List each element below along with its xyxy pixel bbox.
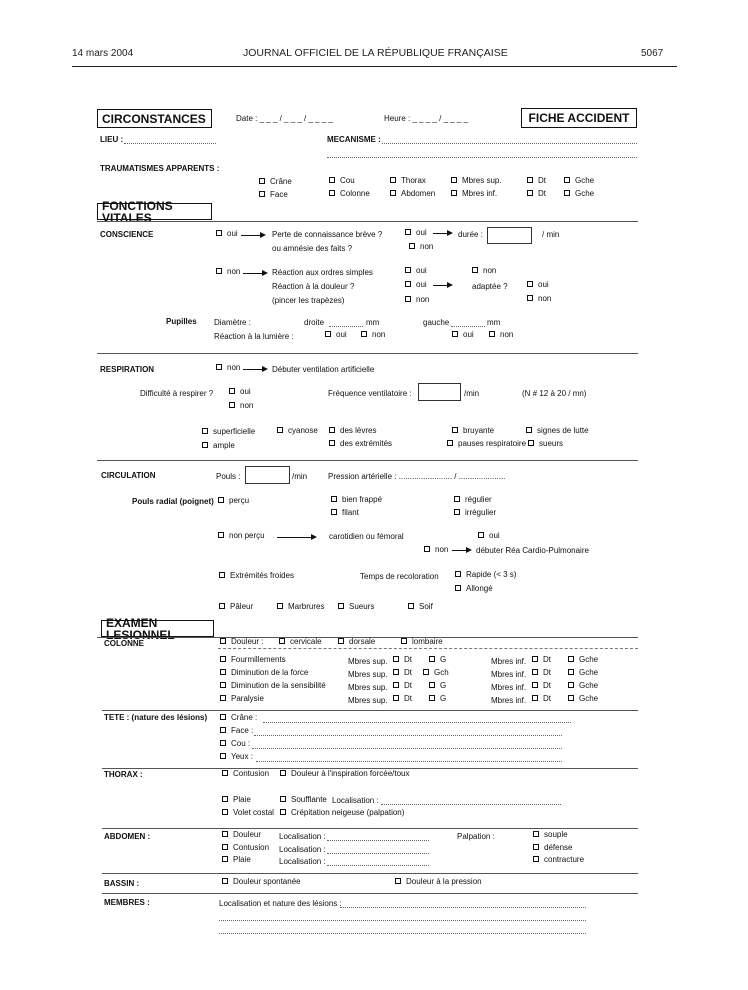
fourmillements[interactable]: Fourmillements bbox=[220, 656, 286, 664]
trauma-mbres-sup[interactable]: Mbres sup. bbox=[451, 177, 502, 185]
respiration-label: RESPIRATION bbox=[100, 365, 155, 374]
tete-cou[interactable]: Cou : bbox=[220, 740, 250, 748]
arrow-icon bbox=[243, 273, 263, 274]
arrow-icon bbox=[243, 369, 263, 370]
frequence-label: Fréquence ventilatoire : bbox=[328, 389, 412, 398]
resp-signes-lutte[interactable]: signes de lutte bbox=[526, 427, 589, 435]
sup-g-1[interactable]: G bbox=[429, 656, 446, 664]
resp-pauses[interactable]: pauses respiratoire bbox=[447, 440, 526, 448]
palpation-label: Palpation : bbox=[457, 832, 495, 841]
douleur-oui[interactable]: oui bbox=[405, 281, 427, 289]
thorax-douleur-inspiration[interactable]: Douleur à l'inspiration forcée/toux bbox=[280, 770, 409, 778]
colonne-label: COLONNE bbox=[104, 639, 144, 648]
radial-bien-frappe[interactable]: bien frappé bbox=[331, 496, 382, 504]
tete-crane-input[interactable] bbox=[263, 715, 571, 723]
conscience-label: CONSCIENCE bbox=[100, 230, 154, 239]
trauma-label: TRAUMATISMES APPARENTS : bbox=[100, 164, 220, 173]
inf-gche-4[interactable]: Gche bbox=[568, 695, 598, 703]
section-fiche-accident: FICHE ACCIDENT bbox=[521, 108, 637, 128]
divider-respiration bbox=[97, 353, 638, 354]
thorax-crepitation[interactable]: Crépitation neigeuse (palpation) bbox=[280, 809, 404, 817]
sup-dt-1[interactable]: Dt bbox=[393, 656, 412, 664]
divider-tete bbox=[102, 710, 638, 711]
trauma-abdomen[interactable]: Abdomen bbox=[390, 190, 435, 198]
membres-input-2[interactable] bbox=[219, 913, 586, 921]
lumiere-gauche-oui[interactable]: oui bbox=[452, 331, 474, 339]
thorax-localisation-input[interactable] bbox=[381, 797, 561, 805]
difficulte-label: Difficulté à respirer ? bbox=[140, 389, 214, 398]
difficulte-oui[interactable]: oui bbox=[229, 388, 251, 396]
arrow-icon bbox=[277, 537, 312, 538]
inf-gche-2[interactable]: Gche bbox=[568, 669, 598, 677]
frequence-unit: /min bbox=[464, 389, 480, 398]
inf-dt-3[interactable]: Dt bbox=[532, 682, 551, 690]
circ-paleur[interactable]: Pâleur bbox=[219, 603, 253, 611]
difficulte-non[interactable]: non bbox=[229, 402, 253, 410]
mecanisme-label: MECANISME : bbox=[327, 135, 381, 144]
carotidien-oui[interactable]: oui bbox=[478, 532, 500, 540]
membres-input-1[interactable] bbox=[340, 900, 586, 908]
sup-dt-4[interactable]: Dt bbox=[393, 695, 412, 703]
pression-field[interactable]: Pression artérielle : ........................ / ..................... bbox=[328, 472, 506, 481]
abdomen-plaie[interactable]: Plaie bbox=[222, 856, 251, 864]
divider-abdomen bbox=[102, 828, 638, 829]
perte-oui[interactable]: oui bbox=[405, 229, 427, 237]
journal-title: JOURNAL OFFICIEL DE LA RÉPUBLIQUE FRANÇAISE bbox=[243, 47, 508, 59]
reaction-douleur: Réaction à la douleur ? bbox=[272, 282, 355, 291]
bassin-douleur-spontanee[interactable]: Douleur spontanée bbox=[222, 878, 301, 886]
section-circonstances: CIRCONSTANCES bbox=[97, 109, 212, 128]
inf-label-3: Mbres inf. bbox=[491, 683, 527, 692]
arrow-icon bbox=[452, 550, 467, 551]
tete-face-input[interactable] bbox=[254, 728, 562, 736]
trauma-inf-gche[interactable]: Gche bbox=[564, 190, 594, 198]
reaction-simples: Réaction aux ordres simples bbox=[272, 268, 373, 277]
conscience-non[interactable]: non bbox=[216, 268, 240, 276]
palpation-defense[interactable]: défense bbox=[533, 844, 572, 852]
arrow-icon bbox=[241, 235, 261, 236]
pouls-unit: /min bbox=[292, 472, 308, 481]
inf-gche-3[interactable]: Gche bbox=[568, 682, 598, 690]
paralysie[interactable]: Paralysie bbox=[220, 695, 264, 703]
resp-ample[interactable]: ample bbox=[202, 442, 235, 450]
thorax-volet[interactable]: Volet costal bbox=[222, 809, 274, 817]
diametre-label: Diamètre : bbox=[214, 318, 251, 327]
colonne-dorsale[interactable]: dorsale bbox=[338, 638, 375, 646]
header-date: 14 mars 2004 bbox=[72, 48, 134, 59]
section-examen-lesionnel: EXAMEN LESIONNEL bbox=[101, 620, 214, 637]
diminution-force[interactable]: Diminution de la force bbox=[220, 669, 308, 677]
gauche-unit: mm bbox=[487, 318, 501, 327]
membres-loc-label: Localisation et nature des lésions : bbox=[219, 899, 342, 908]
radial-regulier[interactable]: régulier bbox=[454, 496, 492, 504]
abdomen-loc-3: Localisation : bbox=[279, 857, 326, 866]
colonne-lombaire[interactable]: lombaire bbox=[401, 638, 443, 646]
lieu-label: LIEU : bbox=[100, 135, 124, 144]
tete-crane[interactable]: Crâne : bbox=[220, 714, 257, 722]
perte-label: Perte de connaissance brève ? bbox=[272, 230, 383, 239]
sup-label-3: Mbres sup. bbox=[348, 683, 388, 692]
thorax-label: THORAX : bbox=[104, 770, 143, 779]
bassin-label: BASSIN : bbox=[104, 879, 140, 888]
membres-input-3[interactable] bbox=[219, 926, 586, 934]
extremites-froides[interactable]: Extrémités froides bbox=[219, 572, 294, 580]
resp-bruyante[interactable]: bruyante bbox=[452, 427, 494, 435]
divider-bassin bbox=[102, 873, 638, 874]
diminution-sensibilite[interactable]: Diminution de la sensibilité bbox=[220, 682, 326, 690]
reaction-lumiere: Réaction à la lumière : bbox=[214, 332, 294, 341]
pouls-label: Pouls : bbox=[216, 472, 241, 481]
adaptee-non[interactable]: non bbox=[527, 295, 551, 303]
trauma-thorax[interactable]: Thorax bbox=[390, 177, 426, 185]
respiration-non[interactable]: non bbox=[216, 364, 240, 372]
resp-sueurs[interactable]: sueurs bbox=[528, 440, 563, 448]
palpation-souple[interactable]: souple bbox=[533, 831, 568, 839]
abdomen-loc-input-1[interactable] bbox=[327, 833, 429, 841]
adaptee-oui[interactable]: oui bbox=[527, 281, 549, 289]
abdomen-douleur[interactable]: Douleur bbox=[222, 831, 261, 839]
trauma-cou[interactable]: Cou bbox=[329, 177, 355, 185]
lumiere-droite-non[interactable]: non bbox=[361, 331, 385, 339]
pupilles-label: Pupilles bbox=[166, 317, 197, 326]
bassin-douleur-pression[interactable]: Douleur à la pression bbox=[395, 878, 482, 886]
abdomen-loc-1: Localisation : bbox=[279, 832, 326, 841]
inf-dt-4[interactable]: Dt bbox=[532, 695, 551, 703]
divider-membres bbox=[102, 893, 638, 894]
trauma-colonne[interactable]: Colonne bbox=[329, 190, 370, 198]
mecanisme-input[interactable] bbox=[382, 136, 637, 144]
pincer-label: (pincer les trapèzes) bbox=[272, 296, 345, 305]
frequence-norme: (N # 12 à 20 / mn) bbox=[522, 389, 587, 398]
radial-non-percu[interactable]: non perçu bbox=[218, 532, 265, 540]
section-fonctions-vitales: FONCTIONS VITALES bbox=[97, 203, 212, 220]
abdomen-loc-2: Localisation : bbox=[279, 845, 326, 854]
droite-unit: mm bbox=[366, 318, 380, 327]
colonne-cervicale[interactable]: cervicale bbox=[279, 638, 322, 646]
circ-sueurs[interactable]: Sueurs bbox=[338, 603, 374, 611]
carotidien-non[interactable]: non bbox=[424, 546, 448, 554]
sup-label-1: Mbres sup. bbox=[348, 657, 388, 666]
debuter-rea: débuter Réa Cardio-Pulmonaire bbox=[476, 546, 589, 555]
gauche-input[interactable] bbox=[451, 319, 485, 327]
arrow-icon bbox=[433, 285, 448, 286]
droite-input[interactable] bbox=[329, 319, 363, 327]
resp-superficielle[interactable]: superficielle bbox=[202, 428, 255, 436]
heure-field[interactable]: Heure : _ _ _ _ / _ _ _ _ bbox=[384, 114, 469, 123]
sup-label-2: Mbres sup. bbox=[348, 670, 388, 679]
recoloration-allonge[interactable]: Allongé bbox=[455, 585, 493, 593]
inf-gche-1[interactable]: Gche bbox=[568, 656, 598, 664]
sup-g-4[interactable]: G bbox=[429, 695, 446, 703]
header-rule bbox=[72, 66, 677, 67]
duree-input[interactable] bbox=[487, 227, 532, 244]
tete-face[interactable]: Face : bbox=[220, 727, 253, 735]
page-number: 5067 bbox=[641, 48, 664, 59]
inf-label-2: Mbres inf. bbox=[491, 670, 527, 679]
sup-dt-3[interactable]: Dt bbox=[393, 682, 412, 690]
inf-dt-2[interactable]: Dt bbox=[532, 669, 551, 677]
abdomen-label: ABDOMEN : bbox=[104, 832, 151, 841]
thorax-contusion[interactable]: Contusion bbox=[222, 770, 269, 778]
inf-label-4: Mbres inf. bbox=[491, 696, 527, 705]
resp-levres[interactable]: des lèvres bbox=[329, 427, 376, 435]
divider-circulation bbox=[97, 460, 638, 461]
circ-soif[interactable]: Soif bbox=[408, 603, 433, 611]
colonne-rule bbox=[218, 648, 638, 649]
trauma-mbres-inf[interactable]: Mbres inf. bbox=[451, 190, 497, 198]
amnesie-label: ou amnésie des faits ? bbox=[272, 244, 353, 253]
duree-unit: / min bbox=[542, 230, 560, 239]
tete-yeux-input[interactable] bbox=[256, 754, 562, 762]
gauche-label: gauche bbox=[423, 318, 450, 327]
palpation-contracture[interactable]: contracture bbox=[533, 856, 584, 864]
frequence-input[interactable] bbox=[418, 383, 461, 401]
trauma-sup-gche[interactable]: Gche bbox=[564, 177, 594, 185]
pouls-input[interactable] bbox=[245, 466, 290, 484]
abdomen-loc-input-3[interactable] bbox=[327, 858, 429, 866]
mecanisme-input-2[interactable] bbox=[327, 150, 637, 158]
sup-g-2[interactable]: Gch bbox=[423, 669, 449, 677]
droite-label: droite bbox=[304, 318, 325, 327]
thorax-plaie[interactable]: Plaie bbox=[222, 796, 251, 804]
radial-filant[interactable]: filant bbox=[331, 509, 359, 517]
thorax-soufflante[interactable]: Soufflante bbox=[280, 796, 327, 804]
tete-label: TETE : (nature des lésions) bbox=[104, 713, 208, 722]
circ-marbrures[interactable]: Marbrures bbox=[277, 603, 324, 611]
trauma-crane[interactable]: Crâne bbox=[259, 178, 292, 186]
lumiere-droite-oui[interactable]: oui bbox=[325, 331, 347, 339]
duree-label: durée : bbox=[458, 230, 483, 239]
temps-recoloration: Temps de recoloration bbox=[360, 572, 439, 581]
arrow-icon bbox=[433, 233, 448, 234]
perte-non[interactable]: non bbox=[409, 243, 433, 251]
membres-label: MEMBRES : bbox=[104, 898, 150, 907]
debuter-ventilation: Débuter ventilation artificielle bbox=[272, 365, 375, 374]
resp-cyanose[interactable]: cyanose bbox=[277, 427, 318, 435]
lieu-input[interactable] bbox=[124, 136, 216, 144]
resp-extremites[interactable]: des extrémités bbox=[329, 440, 392, 448]
pouls-radial-label: Pouls radial (poignet) bbox=[132, 497, 214, 506]
circulation-label: CIRCULATION bbox=[101, 471, 156, 480]
douleur-non[interactable]: non bbox=[405, 296, 429, 304]
carotidien-label: carotidien ou fémoral bbox=[329, 532, 404, 541]
trauma-sup-dt[interactable]: Dt bbox=[527, 177, 546, 185]
sup-dt-2[interactable]: Dt bbox=[393, 669, 412, 677]
conscience-oui[interactable]: oui bbox=[216, 230, 238, 238]
recoloration-rapide[interactable]: Rapide (< 3 s) bbox=[455, 571, 516, 579]
inf-label-1: Mbres inf. bbox=[491, 657, 527, 666]
radial-irregulier[interactable]: irrégulier bbox=[454, 509, 496, 517]
tete-yeux[interactable]: Yeux : bbox=[220, 753, 253, 761]
adaptee-label: adaptée ? bbox=[472, 282, 508, 291]
thorax-localisation: Localisation : bbox=[332, 796, 379, 805]
abdomen-loc-input-2[interactable] bbox=[327, 846, 429, 854]
trauma-inf-dt[interactable]: Dt bbox=[527, 190, 546, 198]
sup-label-4: Mbres sup. bbox=[348, 696, 388, 705]
colonne-douleur[interactable]: Douleur : bbox=[220, 638, 263, 646]
trauma-face[interactable]: Face bbox=[259, 191, 288, 199]
radial-percu[interactable]: perçu bbox=[218, 497, 249, 505]
abdomen-contusion[interactable]: Contusion bbox=[222, 844, 269, 852]
date-field[interactable]: Date : _ _ _ / _ _ _ / _ _ _ _ bbox=[236, 114, 333, 123]
tete-cou-input[interactable] bbox=[252, 741, 562, 749]
simples-non[interactable]: non bbox=[472, 267, 496, 275]
sup-g-3[interactable]: G bbox=[429, 682, 446, 690]
inf-dt-1[interactable]: Dt bbox=[532, 656, 551, 664]
simples-oui[interactable]: oui bbox=[405, 267, 427, 275]
divider-fonctions bbox=[97, 221, 638, 222]
lumiere-gauche-non[interactable]: non bbox=[489, 331, 513, 339]
